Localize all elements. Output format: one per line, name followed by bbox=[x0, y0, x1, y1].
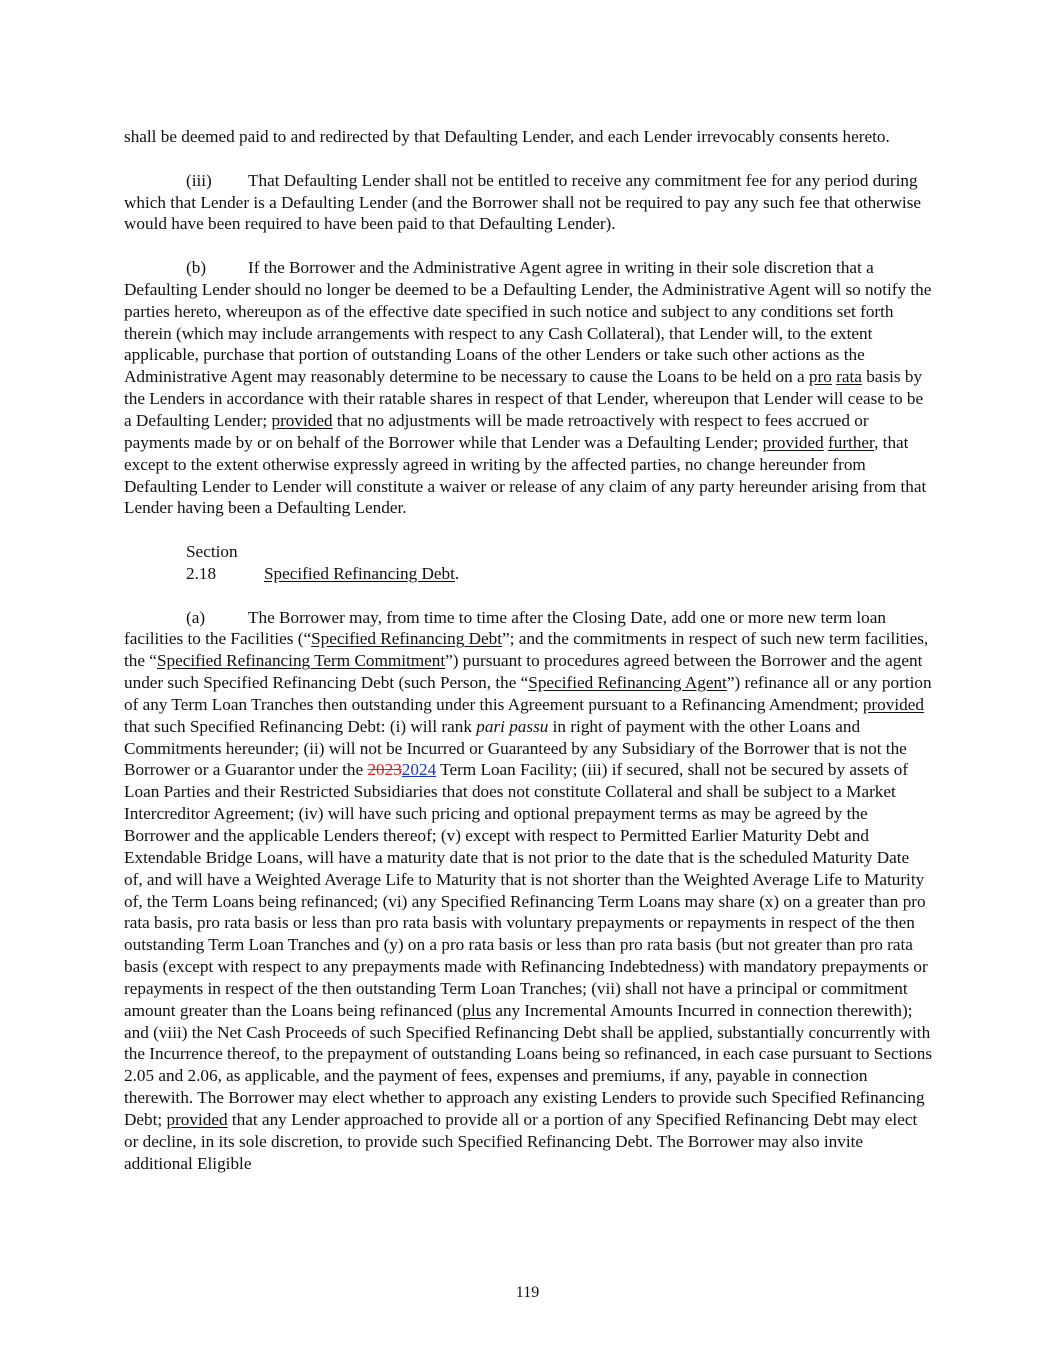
text-run: basis by the Lenders in accordance with their ratable shares in respect of that Lender, whereupon that Lender will cease to be a Defaulting Lender; bbox=[124, 367, 924, 430]
clause-label: (b) bbox=[186, 258, 207, 278]
text-run: ”) refinance all or any portion of any Term Loan Tranches then outstanding under this Agreement pursuant to a Refinancing Amendment; bbox=[124, 673, 932, 714]
italic-term: pari passu bbox=[476, 716, 549, 736]
term-provided: provided bbox=[166, 1109, 228, 1129]
paragraph-continuation bbox=[124, 126, 932, 148]
term-further: further bbox=[828, 432, 875, 452]
clause-label: (a) bbox=[186, 607, 206, 627]
term-plus: plus bbox=[462, 1000, 492, 1020]
text-run: any Incremental Amounts Incurred in connection therewith); and (viii) the Net Cash Proceeds of such Specified Refinancing Debt shall be applied, substantially concurrently with the Incurrence thereof, to the prepayment of outstanding Loans being so refinanced, in each case pursuant to Sections 2.05 and 2.06, as applicable, and the payment of fees, expenses and premiums, if any, payable in connection therewith. The Borrower may elect whether to approach any existing Lenders to provide such Specified Refinancing Debt; bbox=[124, 1000, 933, 1129]
text-run: shall be deemed paid to and redirected by that Defaulting Lender, and each Lender irrevocably consents hereto. bbox=[124, 127, 890, 146]
term-provided: provided bbox=[762, 432, 824, 452]
paragraph-iii bbox=[124, 170, 932, 236]
text-run: The Borrower may, from time to time after the Closing Date, add one or more new term loan facilities to the Facilities (“ bbox=[124, 607, 886, 649]
term-pro: pro bbox=[808, 367, 832, 387]
text-run: That Defaulting Lender shall not be entitled to receive any commitment fee for any period during which that Lender is a Defaulting Lender (and the Borrower shall not be required to pay any such fee that otherwise would have been required to have been paid to that Defaulting Lender). bbox=[124, 170, 922, 234]
term-provided: provided bbox=[862, 694, 924, 714]
clause-label: (iii) bbox=[186, 170, 212, 190]
defined-term: Specified Refinancing Debt bbox=[311, 629, 503, 649]
document-page bbox=[124, 126, 932, 1196]
text-run: in right of payment with the other Loans and Commitments hereunder; (ii) will not be Incurred or Guaranteed by any Subsidiary of the Borrower that is not the Borrower or a Guarantor under the bbox=[124, 716, 907, 780]
section-number: Section 2.18 bbox=[186, 542, 238, 583]
text-run: ”; and the commitments in respect of such new term facilities, the “ bbox=[124, 629, 929, 671]
defined-term: Specified Refinancing Agent bbox=[528, 673, 727, 693]
paragraph-b bbox=[124, 257, 932, 519]
paragraph-a bbox=[124, 607, 932, 1175]
text-run: that such Specified Refinancing Debt: (i) will rank bbox=[124, 716, 477, 736]
text-run: If the Borrower and the Administrative Agent agree in writing in their sole discretion that a Defaulting Lender should no longer be deemed to be a Defaulting Lender, the Administrative Agent will so notify the parties hereto, whereupon as of the effective date specified in such notice and subject to any conditions set forth therein (which may include arrangements with respect to any Cash Collateral), that Lender will, to the extent applicable, purchase that portion of outstanding Loans of the other Lenders or take such other actions as the Administrative Agent may reasonably determine to be necessary to cause the Loans to be held on a bbox=[124, 258, 932, 387]
term-provided: provided bbox=[271, 410, 333, 430]
inserted-text: 2024 bbox=[401, 760, 437, 780]
text-run: , that except to the extent otherwise expressly agreed in writing by the affected parties, no change hereunder from Defaulting Lender to Lender will constitute a waiver or release of any claim of any party hereunder arising from that Lender having been a Defaulting Lender. bbox=[124, 432, 927, 518]
text-run: ”) pursuant to procedures agreed between the Borrower and the agent under such Specified Refinancing Debt (such Person, the “ bbox=[124, 651, 923, 693]
section-heading: Section 2.18 Specified Refinancing Debt. bbox=[186, 542, 460, 583]
defined-term: Specified Refinancing Term Commitment bbox=[156, 651, 446, 671]
text-run: that any Lender approached to provide all or a portion of any Specified Refinancing Debt may elect or decline, in its sole discretion, to provide such Specified Refinancing Debt. The Borrower may also invite additional Eligible bbox=[124, 1109, 918, 1173]
section-title: Specified Refinancing Debt bbox=[264, 563, 455, 583]
text-run: Term Loan Facility; (iii) if secured, shall not be secured by assets of Loan Parties and their Restricted Subsidiaries that does not constitute Collateral and shall be subject to a Market Intercreditor Agreement; (iv) will have such pricing and optional prepayment terms as may be agreed by the Borrower and the applicable Lenders thereof; (v) except with respect to Permitted Earlier Maturity Debt and Extendable Bridge Loans, will have a maturity date that is not prior to the date that is the scheduled Maturity Date of, and will have a Weighted Average Life to Maturity that is not shorter than the Weighted Average Life to Maturity of, the Term Loans being refinanced; (vi) any Specified Refinancing Term Loans may share (x) on a greater than pro rata basis, pro rata basis or less than pro rata basis with voluntary prepayments or repayments in respect of the then outstanding Term Loan Tranches and (y) on a pro rata basis or less than pro rata basis (but not greater than pro rata basis (except with respect to any prepayments made with Refinancing Indebtedness) with mandatory prepayments or repayments in respect of the then outstanding Term Loan Tranches; (vii) shall not have a principal or commitment amount greater than the Loans being refinanced ( bbox=[124, 760, 928, 1020]
text-run: that no adjustments will be made retroactively with respect to fees accrued or payments made by or on behalf of the Borrower while that Lender was a Defaulting Lender; bbox=[124, 410, 869, 452]
page-number: 119 bbox=[515, 1284, 540, 1301]
deleted-text: 2023 bbox=[367, 760, 402, 780]
term-rata: rata bbox=[836, 367, 862, 387]
